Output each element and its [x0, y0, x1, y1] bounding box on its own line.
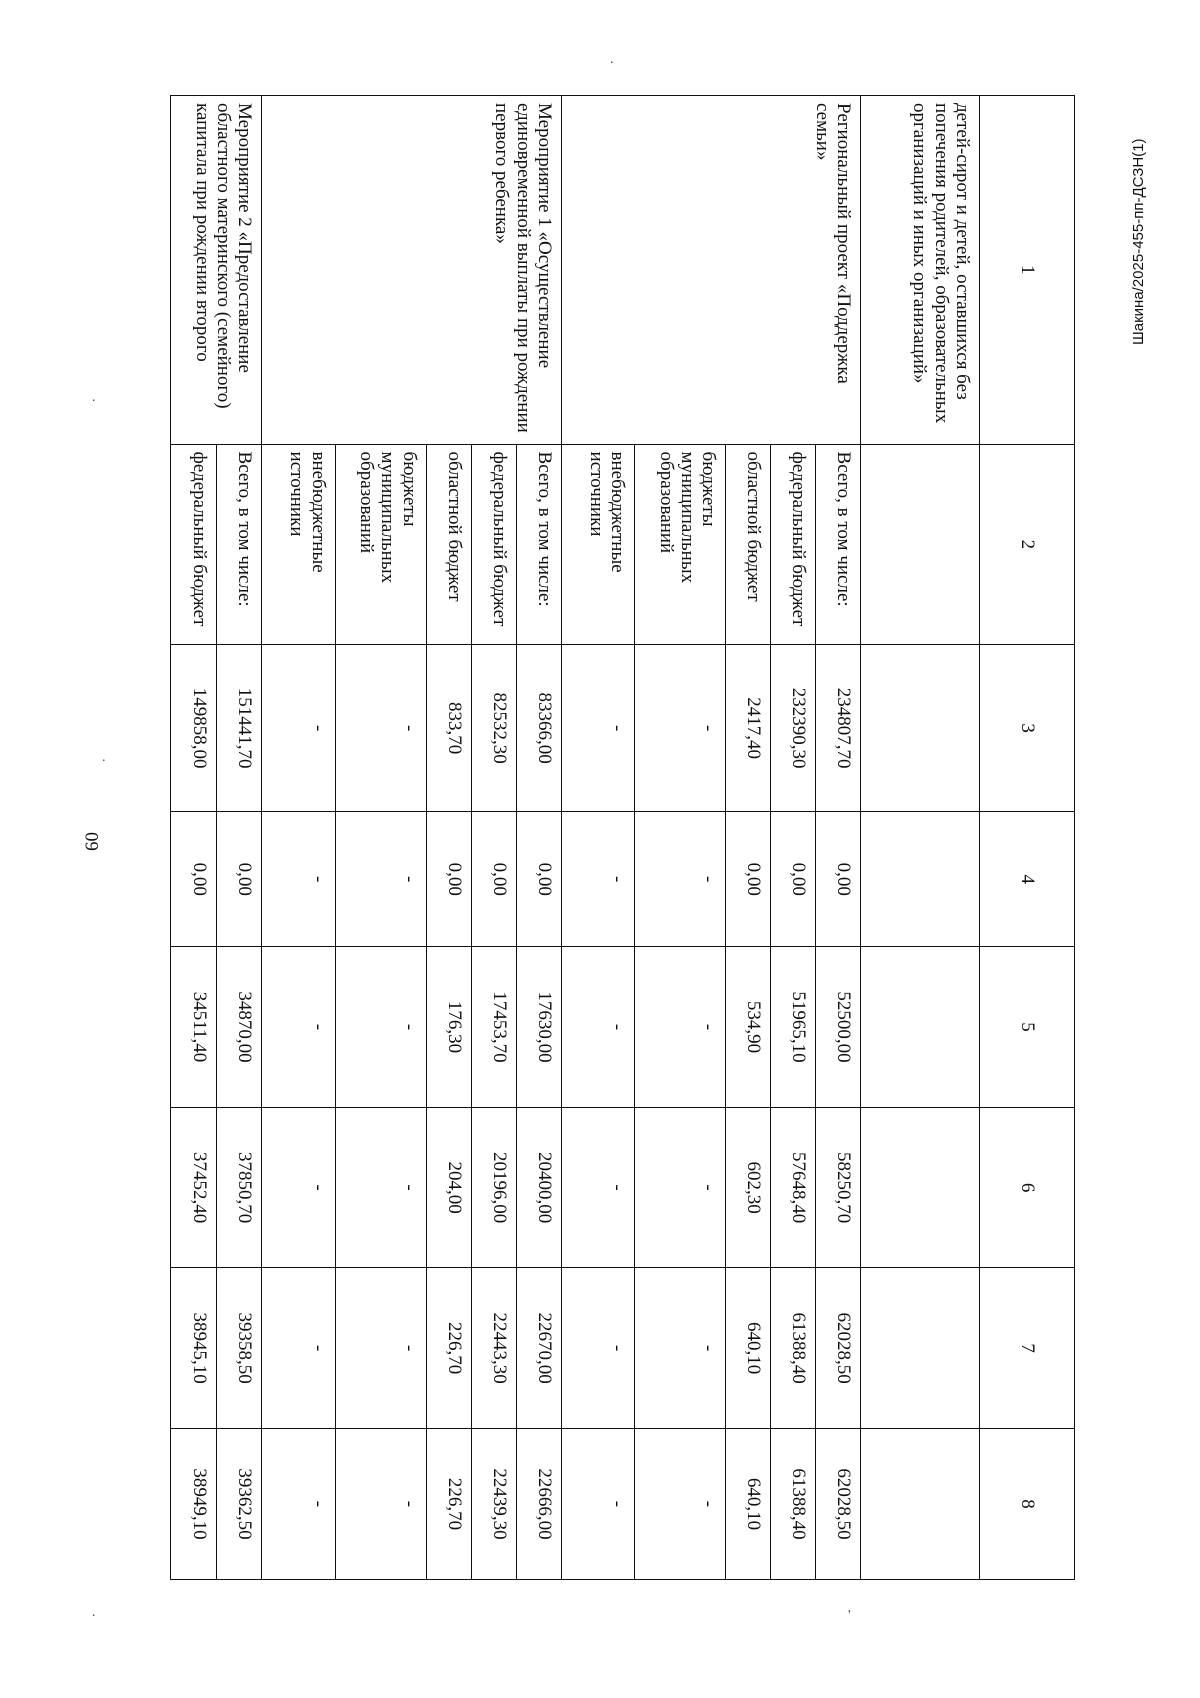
amount-cell: 61388,40 — [771, 1428, 816, 1579]
amount-cell: - — [262, 812, 336, 947]
amount-cell: 2417,40 — [726, 645, 771, 812]
column-header: 5 — [980, 947, 1075, 1108]
column-header: 2 — [980, 444, 1075, 645]
amount-cell: - — [635, 1428, 726, 1579]
amount-cell: 149858,00 — [171, 645, 217, 812]
amount-cell: 83366,00 — [516, 645, 561, 812]
amount-cell: 20196,00 — [471, 1107, 516, 1268]
amount-cell: - — [561, 947, 635, 1108]
table-row — [516, 96, 561, 1580]
column-header: 3 — [980, 645, 1075, 812]
amount-cell: - — [335, 812, 426, 947]
scan-speck: . — [102, 750, 106, 765]
amount-cell: 62028,50 — [816, 1428, 861, 1579]
amount-cell: 226,70 — [426, 1268, 471, 1429]
amount-cell: 640,10 — [726, 1428, 771, 1579]
column-header: 8 — [980, 1428, 1075, 1579]
amount-cell: 22439,30 — [471, 1428, 516, 1579]
amount-cell: 0,00 — [471, 812, 516, 947]
group-name: Мероприятие 2 «Предоставление областного материнского (семейного) капитала при рождении второго — [171, 96, 262, 445]
amount-cell: 602,30 — [726, 1107, 771, 1268]
amount-cell: 61388,40 — [771, 1268, 816, 1429]
amount-cell: 39362,50 — [216, 1428, 262, 1579]
amount-cell: 0,00 — [516, 812, 561, 947]
amount-cell: - — [561, 645, 635, 812]
amount-cell: - — [335, 645, 426, 812]
empty-cell — [861, 812, 980, 947]
amount-cell: 34870,00 — [216, 947, 262, 1108]
empty-cell — [861, 444, 980, 645]
amount-cell: 204,00 — [426, 1107, 471, 1268]
column-header: 6 — [980, 1107, 1075, 1268]
amount-cell: 151441,70 — [216, 645, 262, 812]
amount-cell: - — [561, 1107, 635, 1268]
amount-cell: 57648,40 — [771, 1107, 816, 1268]
scan-speck: . — [610, 52, 614, 67]
amount-cell: 0,00 — [426, 812, 471, 947]
amount-cell: 176,30 — [426, 947, 471, 1108]
amount-cell: 58250,70 — [816, 1107, 861, 1268]
amount-cell: 640,10 — [726, 1268, 771, 1429]
funding-source-label: внебюджетные источники — [262, 444, 336, 645]
group-name: Региональный проект «Поддержка семьи» — [561, 96, 861, 445]
amount-cell: 34511,40 — [171, 947, 217, 1108]
amount-cell: 38945,10 — [171, 1268, 217, 1429]
amount-cell: - — [335, 1268, 426, 1429]
amount-cell: 38949,10 — [171, 1428, 217, 1579]
column-header: 7 — [980, 1268, 1075, 1429]
amount-cell: 20400,00 — [516, 1107, 561, 1268]
budget-table-rotated — [170, 95, 1075, 1580]
amount-cell: 37850,70 — [216, 1107, 262, 1268]
funding-source-label: бюджеты муниципальных образований — [635, 444, 726, 645]
scan-speck: ' — [848, 1608, 851, 1623]
funding-source-label: областной бюджет — [726, 444, 771, 645]
funding-source-label: внебюджетные источники — [561, 444, 635, 645]
amount-cell: 37452,40 — [171, 1107, 217, 1268]
amount-cell: 17453,70 — [471, 947, 516, 1108]
amount-cell: 0,00 — [216, 812, 262, 947]
amount-cell: - — [635, 812, 726, 947]
amount-cell: 226,70 — [426, 1428, 471, 1579]
amount-cell: 39358,50 — [216, 1268, 262, 1429]
group-name: Мероприятие 1 «Осуществление единовременной выплаты при рождении первого ребенка» — [262, 96, 562, 445]
page-number: 60 — [82, 832, 103, 851]
amount-cell: - — [635, 947, 726, 1108]
amount-cell: - — [335, 1107, 426, 1268]
funding-source-label: Всего, в том числе: — [216, 444, 262, 645]
funding-source-label: федеральный бюджет — [771, 444, 816, 645]
amount-cell: - — [561, 1428, 635, 1579]
intro-text: детей-сирот и детей, оставшихся без попечения родителей, образовательных организаций и иных организаций» — [861, 96, 980, 445]
amount-cell: 833,70 — [426, 645, 471, 812]
funding-source-label: Всего, в том числе: — [516, 444, 561, 645]
amount-cell: - — [262, 1268, 336, 1429]
amount-cell: 232390,30 — [771, 645, 816, 812]
funding-source-label: федеральный бюджет — [471, 444, 516, 645]
empty-cell — [861, 947, 980, 1108]
amount-cell: - — [262, 947, 336, 1108]
amount-cell: - — [335, 947, 426, 1108]
amount-cell: 22670,00 — [516, 1268, 561, 1429]
amount-cell: 62028,50 — [816, 1268, 861, 1429]
amount-cell: - — [561, 1268, 635, 1429]
funding-source-label: бюджеты муниципальных образований — [335, 444, 426, 645]
amount-cell: 51965,10 — [771, 947, 816, 1108]
scan-speck: . — [92, 1605, 96, 1620]
amount-cell: - — [635, 645, 726, 812]
column-header: 1 — [980, 96, 1075, 445]
budget-table — [170, 95, 1075, 1580]
empty-cell — [861, 1428, 980, 1579]
empty-cell — [861, 1268, 980, 1429]
funding-source-label: федеральный бюджет — [171, 444, 217, 645]
amount-cell: 82532,30 — [471, 645, 516, 812]
funding-source-label: областной бюджет — [426, 444, 471, 645]
empty-cell — [861, 1107, 980, 1268]
amount-cell: 0,00 — [816, 812, 861, 947]
amount-cell: 0,00 — [771, 812, 816, 947]
funding-source-label: Всего, в том числе: — [816, 444, 861, 645]
amount-cell: 52500,00 — [816, 947, 861, 1108]
column-header: 4 — [980, 812, 1075, 947]
amount-cell: - — [335, 1428, 426, 1579]
scan-speck: . — [92, 390, 96, 405]
amount-cell: - — [561, 812, 635, 947]
amount-cell: - — [635, 1268, 726, 1429]
amount-cell: - — [262, 1107, 336, 1268]
amount-cell: - — [262, 645, 336, 812]
amount-cell: 0,00 — [726, 812, 771, 947]
header-row — [980, 96, 1075, 1580]
amount-cell: 0,00 — [171, 812, 217, 947]
intro-row — [861, 96, 980, 1580]
amount-cell: 534,90 — [726, 947, 771, 1108]
amount-cell: 17630,00 — [516, 947, 561, 1108]
document-footer-code: Шакина/2025-455-пп-ДСЗН(1) — [1130, 138, 1147, 345]
empty-cell — [861, 645, 980, 812]
table-row — [816, 96, 861, 1580]
amount-cell: - — [635, 1107, 726, 1268]
amount-cell: - — [262, 1428, 336, 1579]
amount-cell: 22443,30 — [471, 1268, 516, 1429]
amount-cell: 22666,00 — [516, 1428, 561, 1579]
amount-cell: 234807,70 — [816, 645, 861, 812]
table-row — [216, 96, 262, 1580]
